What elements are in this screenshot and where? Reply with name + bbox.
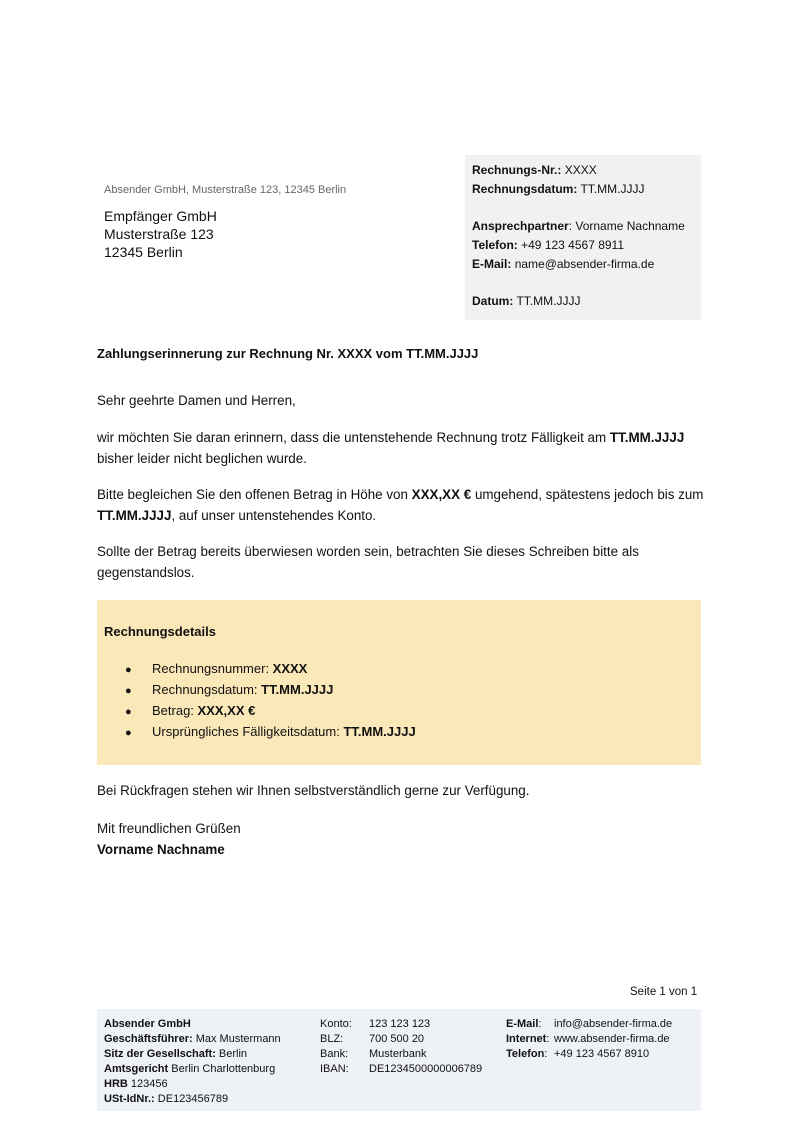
paragraph-payment-text-b: umgehend, spätestens jedoch bis zum [471,487,704,502]
detail-label: Rechnungsdatum: [152,682,262,697]
list-item [125,721,416,742]
footer-bank-value: DE1234500000006789 [369,1063,483,1075]
footer-hrb-label: HRB [104,1078,128,1090]
contact-email-value: name@absender-firma.de [514,257,655,271]
list-item [125,658,416,679]
paragraph-reminder [97,427,707,469]
contact-phone-label: Telefon: [472,238,518,252]
detail-value: XXXX [272,661,308,676]
footer-contact-column [506,1017,672,1062]
invoice-details-list [125,658,416,742]
detail-value: XXX,XX € [197,703,256,718]
contact-phone [472,238,624,252]
footer-bank-label: IBAN: [320,1063,349,1075]
footer [97,1009,701,1111]
footer-contact-row [506,1017,672,1032]
recipient-city: 12345 Berlin [104,244,183,260]
contact-person-value: : Vorname Nachname [568,219,685,233]
letter-subject: Zahlungserinnerung zur Rechnung Nr. XXXX vom TT.MM.JJJJ [97,346,479,361]
contact-email [472,257,654,271]
invoice-date-label: Rechnungsdatum: [472,182,578,196]
detail-label: Ursprüngliches Fälligkeitsdatum: [152,724,344,739]
footer-bank-value: Musterbank [369,1048,427,1060]
invoice-number-label: Rechnungs-Nr.: [472,163,562,177]
footer-seat [104,1047,281,1062]
invoice-date-value: TT.MM.JJJJ [580,182,645,196]
footer-ceo-value: Max Mustermann [192,1033,281,1045]
footer-bank-value: 700 500 20 [369,1033,425,1045]
footer-contact-colon: : [546,1033,550,1045]
invoice-details-box [97,600,701,765]
page-number: Seite 1 von 1 [630,986,698,998]
footer-contact-value: +49 123 4567 8910 [554,1048,650,1060]
footer-contact-row [506,1032,672,1047]
letter-date-label: Datum: [472,294,514,308]
footer-contact-label: Telefon [506,1048,545,1060]
footer-contact-value: www.absender-firma.de [554,1033,670,1045]
footer-bank-row [320,1017,482,1032]
footer-bank-label: BLZ: [320,1033,344,1045]
signature-name: Vorname Nachname [97,842,225,857]
footer-contact-row [506,1047,672,1062]
invoice-number-value: XXXX [564,163,597,177]
paragraph-payment-request [97,484,707,526]
contact-email-label: E-Mail: [472,257,512,271]
footer-contact-value: info@absender-firma.de [554,1018,673,1030]
footer-court-value: Berlin Charlottenburg [168,1063,276,1075]
bullet-icon: ● [125,664,132,676]
footer-contact-label: Internet [506,1033,547,1045]
paragraph-already-paid: Sollte der Betrag bereits überwiesen worden sein, betrachten Sie dieses Schreiben bitte als gegenstandslos. [97,544,639,580]
footer-vat-label: USt-IdNr.: [104,1093,155,1105]
letter-date-value: TT.MM.JJJJ [516,294,581,308]
footer-ceo [104,1032,281,1047]
invoice-number [472,163,597,177]
footer-contact-colon: : [544,1048,548,1060]
footer-contact-colon: : [538,1018,542,1030]
footer-bank-value: 123 123 123 [369,1018,431,1030]
detail-value: TT.MM.JJJJ [343,724,416,739]
list-item [125,679,416,700]
closing-greeting: Mit freundlichen Grüßen [97,821,241,836]
footer-bank-label: Bank: [320,1048,349,1060]
footer-company-name: Absender GmbH [104,1018,191,1030]
paragraph-reminder-text-a: wir möchten Sie daran erinnern, dass die untenstehende Rechnung trotz Fälligkeit am [97,430,610,445]
salutation: Sehr geehrte Damen und Herren, [97,393,296,408]
contact-phone-value: +49 123 4567 8911 [521,238,625,252]
paragraph-payment-text-c: , auf unser untenstehendes Konto. [171,508,377,523]
footer-seat-label: Sitz der Gesellschaft: [104,1048,216,1060]
list-item [125,700,416,721]
paragraph-reminder-text-b: bisher leider nicht beglichen wurde. [97,451,307,466]
footer-seat-value: Berlin [215,1048,248,1060]
payment-deadline: TT.MM.JJJJ [97,508,172,523]
sender-address-line: Absender GmbH, Musterstraße 123, 12345 Berlin [104,184,347,196]
footer-vat [104,1092,281,1107]
detail-label: Betrag: [152,703,198,718]
detail-value: TT.MM.JJJJ [261,682,334,697]
footer-contact-label: E-Mail [506,1018,539,1030]
invoice-info-box [465,155,701,320]
recipient-street: Musterstraße 123 [104,226,214,242]
footer-company-column [104,1017,281,1107]
footer-vat-value: DE123456789 [154,1093,229,1105]
invoice-date [472,182,644,196]
footer-ceo-label: Geschäftsführer: [104,1033,193,1045]
detail-label: Rechnungsnummer: [152,661,273,676]
invoice-details-title: Rechnungsdetails [104,624,216,639]
due-date: TT.MM.JJJJ [609,430,685,445]
footer-bank-row [320,1062,482,1077]
closing-question: Bei Rückfragen stehen wir Ihnen selbstverständlich gerne zur Verfügung. [97,783,530,798]
letter-date [472,294,580,308]
recipient-address [104,207,217,261]
footer-court-label: Amtsgericht [104,1063,169,1075]
bullet-icon: ● [125,685,132,697]
footer-hrb-value: 123456 [127,1078,168,1090]
bullet-icon: ● [125,727,132,739]
footer-hrb [104,1077,281,1092]
footer-bank-label: Konto: [320,1018,352,1030]
open-amount: XXX,XX € [411,487,472,502]
footer-bank-column [320,1017,482,1077]
bullet-icon: ● [125,706,132,718]
footer-bank-row [320,1047,482,1062]
recipient-name: Empfänger GmbH [104,208,217,224]
footer-court [104,1062,281,1077]
contact-person [472,219,685,233]
paragraph-payment-text-a: Bitte begleichen Sie den offenen Betrag in Höhe von [97,487,412,502]
contact-person-label: Ansprechpartner [472,219,569,233]
footer-bank-row [320,1032,482,1047]
